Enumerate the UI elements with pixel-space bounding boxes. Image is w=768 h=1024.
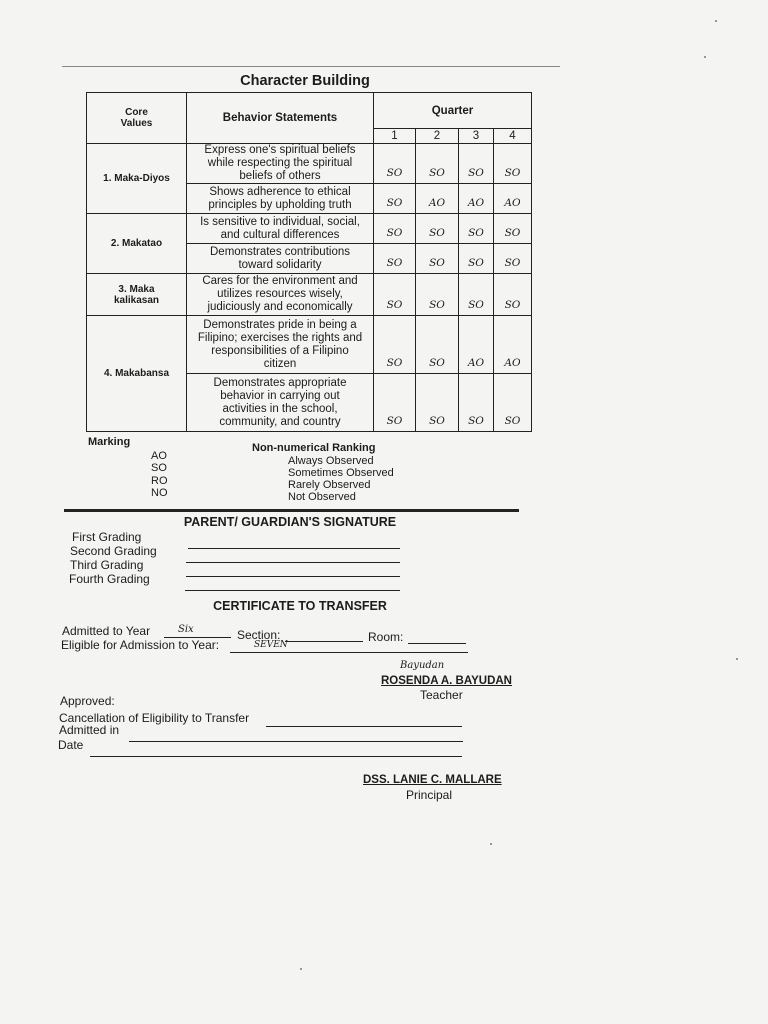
behavior-statement: Demonstrates appropriate behavior in carrying out activities in the school, community, and country (187, 374, 374, 432)
behavior-statement: Is sensitive to individual, social, and cultural differences (187, 214, 374, 244)
mark-value: SO (386, 257, 403, 269)
mark-value: SO (504, 167, 521, 179)
date-label: Date (58, 738, 84, 752)
signature-line (188, 548, 400, 549)
mark-value: SO (468, 257, 484, 269)
grading-label: Third Grading (70, 558, 144, 572)
mark-cell (416, 244, 459, 274)
mark-value: SO (386, 197, 403, 209)
marking-label: Marking (88, 436, 131, 448)
mark-cell (459, 144, 494, 184)
mark-cell (459, 274, 494, 316)
date-line (90, 756, 462, 757)
core-value-makatao: 2. Makatao (87, 214, 187, 274)
mark-cell (459, 374, 494, 432)
mark-value: AO (467, 197, 485, 209)
header-quarter-3: 3 (459, 129, 494, 144)
admitted-to-year-label: Admitted to Year (62, 624, 151, 638)
legend-code: AO (151, 450, 167, 462)
scan-speck (490, 843, 492, 845)
mark-cell (374, 374, 416, 432)
mark-cell (416, 214, 459, 244)
mark-value: SO (504, 299, 521, 311)
legend-code: RO (151, 475, 168, 487)
mark-value: SO (386, 357, 403, 369)
mark-cell (374, 274, 416, 316)
mark-cell (416, 316, 459, 374)
admitted-in-line (129, 741, 463, 742)
behavior-statement: Demonstrates contributions toward solidarity (187, 244, 374, 274)
admitted-in-label: Admitted in (59, 723, 120, 737)
mark-value: SO (429, 415, 445, 427)
behavior-statement: Cares for the environment and utilizes resources wisely, judiciously and economically (187, 274, 374, 316)
header-quarter-2: 2 (416, 129, 459, 144)
legend-code: NO (151, 487, 168, 499)
mark-value: SO (468, 299, 484, 311)
teacher-title: Teacher (420, 688, 463, 702)
cancellation-line (266, 726, 462, 727)
mark-cell (459, 184, 494, 214)
mark-cell (416, 184, 459, 214)
mark-cell (494, 244, 532, 274)
scan-speck (704, 56, 706, 58)
mark-value: SO (468, 415, 484, 427)
mark-value: SO (429, 167, 445, 179)
mark-cell (374, 244, 416, 274)
mark-value: SO (429, 357, 445, 369)
mark-cell (459, 316, 494, 374)
character-building-title: Character Building (240, 73, 370, 89)
signature-line (186, 576, 400, 577)
character-building-table (86, 92, 532, 432)
behavior-statement: Shows adherence to ethical principles by upholding truth (187, 184, 374, 214)
mark-cell (374, 316, 416, 374)
core-value-maka-diyos: 1. Maka-Diyos (87, 144, 187, 214)
legend-description: Not Observed (288, 491, 356, 503)
mark-cell (494, 144, 532, 184)
principal-title: Principal (406, 788, 453, 802)
signature-line (185, 590, 400, 591)
mark-value: AO (504, 197, 521, 209)
mark-value: SO (386, 227, 403, 239)
legend-description: Rarely Observed (288, 479, 371, 491)
legend-code: SO (151, 462, 167, 474)
header-quarter-4: 4 (494, 129, 532, 144)
header-quarter: Quarter (374, 93, 532, 129)
teacher-name: ROSENDA A. BAYUDAN (381, 675, 512, 687)
mark-cell (416, 374, 459, 432)
eligible-value: SEVEN (254, 640, 288, 650)
section-label: Section: (237, 628, 281, 642)
section-line (285, 641, 363, 642)
eligible-line (230, 652, 468, 653)
mark-cell (494, 184, 532, 214)
legend-description: Always Observed (288, 455, 374, 467)
header-behavior-statements: Behavior Statements (187, 93, 374, 144)
admitted-to-year-value: Six (178, 624, 194, 635)
mark-value: SO (504, 415, 521, 427)
eligible-label: Eligible for Admission to Year: (61, 638, 220, 652)
behavior-statement: Demonstrates pride in being a Filipino; exercises the rights and responsibilities of a Filipino citizen (187, 316, 374, 374)
mark-cell (494, 316, 532, 374)
cancellation-label: Cancellation of Eligibility to Transfer (59, 711, 250, 725)
mark-value: SO (468, 227, 484, 239)
mark-cell (459, 244, 494, 274)
mark-value: SO (468, 167, 484, 179)
mark-value: SO (386, 299, 403, 311)
mark-cell (374, 184, 416, 214)
room-label: Room: (368, 630, 404, 644)
mark-value: SO (504, 227, 521, 239)
mark-value: SO (504, 257, 521, 269)
grading-label: Fourth Grading (69, 572, 150, 586)
grading-label: Second Grading (70, 544, 157, 558)
mark-cell (416, 144, 459, 184)
mark-value: SO (429, 257, 445, 269)
certificate-title: CERTIFICATE TO TRANSFER (213, 599, 387, 613)
mark-value: AO (504, 357, 521, 369)
scan-speck (736, 658, 738, 660)
mark-value: SO (429, 227, 445, 239)
header-quarter-1: 1 (374, 129, 416, 144)
signature-line (186, 562, 400, 563)
core-value-makabansa: 4. Makabansa (87, 316, 187, 432)
mark-cell (416, 274, 459, 316)
scan-speck (300, 968, 302, 970)
mark-cell (374, 144, 416, 184)
mark-cell (494, 374, 532, 432)
core-value-maka-kalikasan: 3. Maka kalikasan (87, 274, 187, 316)
mark-value: SO (429, 299, 445, 311)
mark-cell (494, 274, 532, 316)
principal-name: DSS. LANIE C. MALLARE (363, 774, 502, 786)
mark-value: AO (467, 357, 485, 369)
header-core-values: Core Values (87, 93, 187, 144)
ranking-label: Non-numerical Ranking (252, 442, 376, 454)
parent-signature-title: PARENT/ GUARDIAN'S SIGNATURE (183, 515, 397, 529)
grading-label: First Grading (72, 530, 142, 544)
mark-cell (374, 214, 416, 244)
mark-cell (494, 214, 532, 244)
teacher-signature: Bayudan (400, 660, 445, 671)
behavior-statement: Express one's spiritual beliefs while respecting the spiritual beliefs of others (187, 144, 374, 184)
approved-label: Approved: (60, 694, 115, 708)
mark-value: SO (386, 415, 403, 427)
top-rule (62, 66, 560, 67)
room-line (408, 643, 466, 644)
mark-value: AO (428, 197, 446, 209)
mark-value: SO (386, 167, 403, 179)
section-divider (64, 509, 519, 512)
mark-cell (459, 214, 494, 244)
scan-speck (715, 20, 717, 22)
legend-description: Sometimes Observed (288, 467, 394, 479)
